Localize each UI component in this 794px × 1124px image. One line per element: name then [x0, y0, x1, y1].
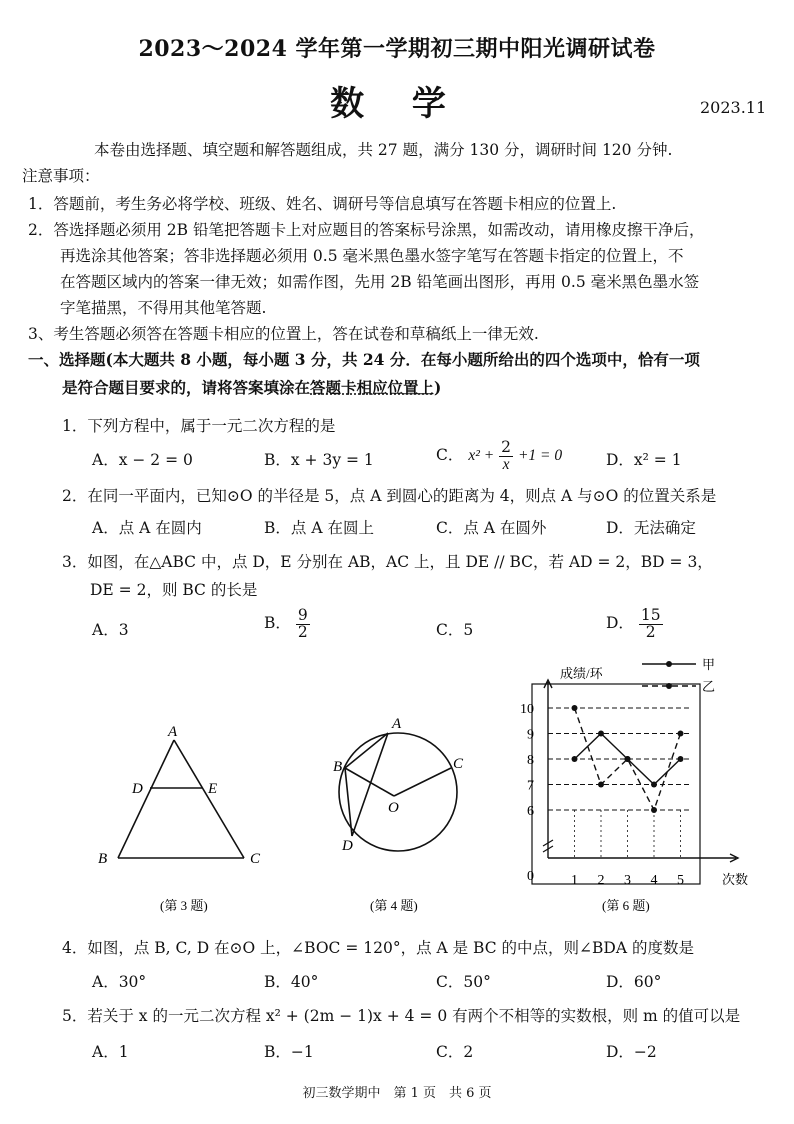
question-1-stem: 1．下列方程中，属于一元二次方程的是 [62, 417, 336, 435]
label-e: E [208, 781, 218, 797]
fraction-numerator: 9 [297, 606, 308, 624]
legend-label-1: 甲 [702, 657, 716, 672]
x-tick-label: 3 [624, 873, 631, 888]
question-4-option-c: C．50° [436, 973, 491, 991]
question-3-option-c: C．5 [436, 621, 474, 639]
fraction-denominator: x [502, 455, 510, 473]
y-axis-label: 成绩/环 [560, 666, 603, 681]
label-o: O [388, 800, 399, 816]
x-tick-label: 2 [597, 873, 605, 888]
label-b: B [333, 759, 343, 775]
x-tick-label: 5 [677, 873, 684, 888]
subject-title: 数 学 [330, 84, 464, 124]
fraction-denominator: 2 [645, 622, 656, 641]
notice-item-2-line-2: 再选涂其他答案；答非选择题必须用 0.5 毫米黑色墨水签字笔写在答题卡指定的位置上，不 [60, 247, 684, 265]
series-2-point [572, 705, 578, 711]
option-label: B． [264, 614, 291, 632]
notice-item-2-line-1: 2．答选择题必须用 2B 铅笔把答题卡上对应题目的答案标号涂黑，如需改动，请用橡皮擦干净后， [28, 221, 705, 239]
fraction-numerator: 2 [501, 438, 511, 456]
y-tick-label: 10 [520, 702, 534, 717]
y-tick-label: 7 [527, 778, 534, 794]
fraction-numerator: 15 [640, 606, 661, 624]
question-2-stem: 2．在同一平面内，已知⊙O 的半径是 5，点 A 到圆心的距离为 4，则点 A 与⊙O 的位置关系是 [62, 487, 717, 505]
question-1-option-d: D．x² = 1 [606, 451, 682, 469]
series-1-point [651, 782, 657, 788]
label-c: C [250, 851, 261, 867]
question-3-stem-line-1: 3．如图，在△ABC 中，点 D，E 分别在 AB，AC 上，且 DE // BC，若 AD = 2，BD = 3， [62, 553, 713, 571]
section-1-emphasis: 答题卡相应位置上 [310, 378, 435, 397]
option-label: C． [436, 446, 464, 464]
notice-item-1: 1．答题前，考生务必将学校、班级、姓名、调研号等信息填写在答题卡相应的位置上. [28, 195, 617, 213]
question-5-option-b: B．−1 [264, 1043, 314, 1061]
series-1-point [598, 731, 604, 737]
notice-heading: 注意事项： [22, 167, 100, 185]
question-2-option-b: B．点 A 在圆上 [264, 519, 374, 537]
chart-grid [548, 708, 692, 858]
question-4-option-d: D．60° [606, 973, 662, 991]
exam-date: 2023.11 [700, 98, 767, 117]
exam-intro: 本卷由选择题、填空题和解答题组成，共 27 题，满分 130 分，调研时间 120 分钟. [94, 141, 673, 159]
section-1-heading-text: 是符合题目要求的，请将答案填涂在 [62, 378, 311, 397]
figure-6-caption: (第 6 题) [602, 898, 650, 913]
x-tick-label: 1 [571, 873, 578, 888]
question-5-stem: 5．若关于 x 的一元二次方程 x² + (2m − 1)x + 4 = 0 有两个不相等的实数根，则 m 的值可以是 [62, 1007, 741, 1025]
label-a: A [392, 716, 402, 732]
y-tick-label: 8 [527, 753, 534, 768]
question-3-stem-line-2: DE = 2，则 BC 的长是 [90, 581, 258, 599]
series-1-point [678, 756, 684, 762]
math-term: +1 = 0 [517, 447, 563, 464]
section-1-heading-line-1: 一、选择题(本大题共 8 小题，每小题 3 分，共 24 分．在每小题所给出的四个选项中，恰有一项 [28, 350, 700, 369]
section-1-close-paren: ) [434, 378, 442, 397]
question-2-option-c: C．点 A 在圆外 [436, 519, 547, 537]
notice-item-2-line-4: 字笔描黑，不得用其他笔答题. [60, 299, 267, 317]
math-term: x² + [468, 447, 495, 464]
series-2-point [598, 782, 604, 788]
y-tick-label: 6 [527, 804, 534, 819]
origin-label: 0 [527, 869, 534, 884]
page-footer: 初三数学期中 第 1 页 共 6 页 [302, 1086, 492, 1101]
series-2-point [625, 756, 631, 762]
x-axis-label: 次数 [722, 872, 749, 887]
question-1-option-a: A．x − 2 = 0 [92, 451, 193, 469]
y-tick-label: 9 [527, 727, 534, 743]
label-a: A [168, 724, 178, 740]
question-4-option-a: A．30° [92, 973, 147, 991]
question-2-option-d: D．无法确定 [606, 519, 696, 537]
question-4-option-b: B．40° [264, 973, 319, 991]
label-d: D [342, 838, 353, 854]
label-c: C [453, 756, 464, 772]
exam-title: 2023～2024 学年第一学期初三期中阳光调研试卷 [138, 36, 656, 62]
option-label: D． [606, 614, 634, 632]
question-2-option-a: A．点 A 在圆内 [92, 519, 202, 537]
series-2-point [678, 731, 684, 737]
legend-label-2: 乙 [702, 679, 716, 694]
series-2-point [651, 807, 657, 813]
question-5-option-c: C．2 [436, 1043, 474, 1061]
question-5-option-d: D．−2 [606, 1043, 657, 1061]
x-tick-label: 4 [650, 873, 658, 888]
label-b: B [98, 851, 108, 867]
notice-item-2-line-3: 在答题区域内的答案一律无效；如需作图，先用 2B 铅笔画出图形，再用 0.5 毫米黑色墨水签 [60, 273, 700, 291]
figure-4-caption: (第 4 题) [370, 898, 418, 913]
question-4-stem: 4．如图，点 B, C, D 在⊙O 上，∠BOC = 120°，点 A 是 BC 的中点，则∠BDA 的度数是 [62, 939, 694, 957]
fraction-denominator: 2 [297, 622, 308, 641]
notice-item-3: 3、考生答题必须答在答题卡相应的位置上，答在试卷和草稿纸上一律无效. [28, 325, 539, 343]
question-1-option-b: B．x + 3y = 1 [264, 451, 374, 469]
label-d: D [132, 781, 143, 797]
chart-axes [532, 680, 738, 884]
series-1-point [572, 756, 578, 762]
legend-marker-1 [666, 661, 672, 667]
question-3-option-a: A．3 [92, 621, 129, 639]
question-5-option-a: A．1 [92, 1043, 129, 1061]
legend-marker-2 [666, 683, 672, 689]
figure-3-caption: (第 3 题) [160, 898, 208, 913]
